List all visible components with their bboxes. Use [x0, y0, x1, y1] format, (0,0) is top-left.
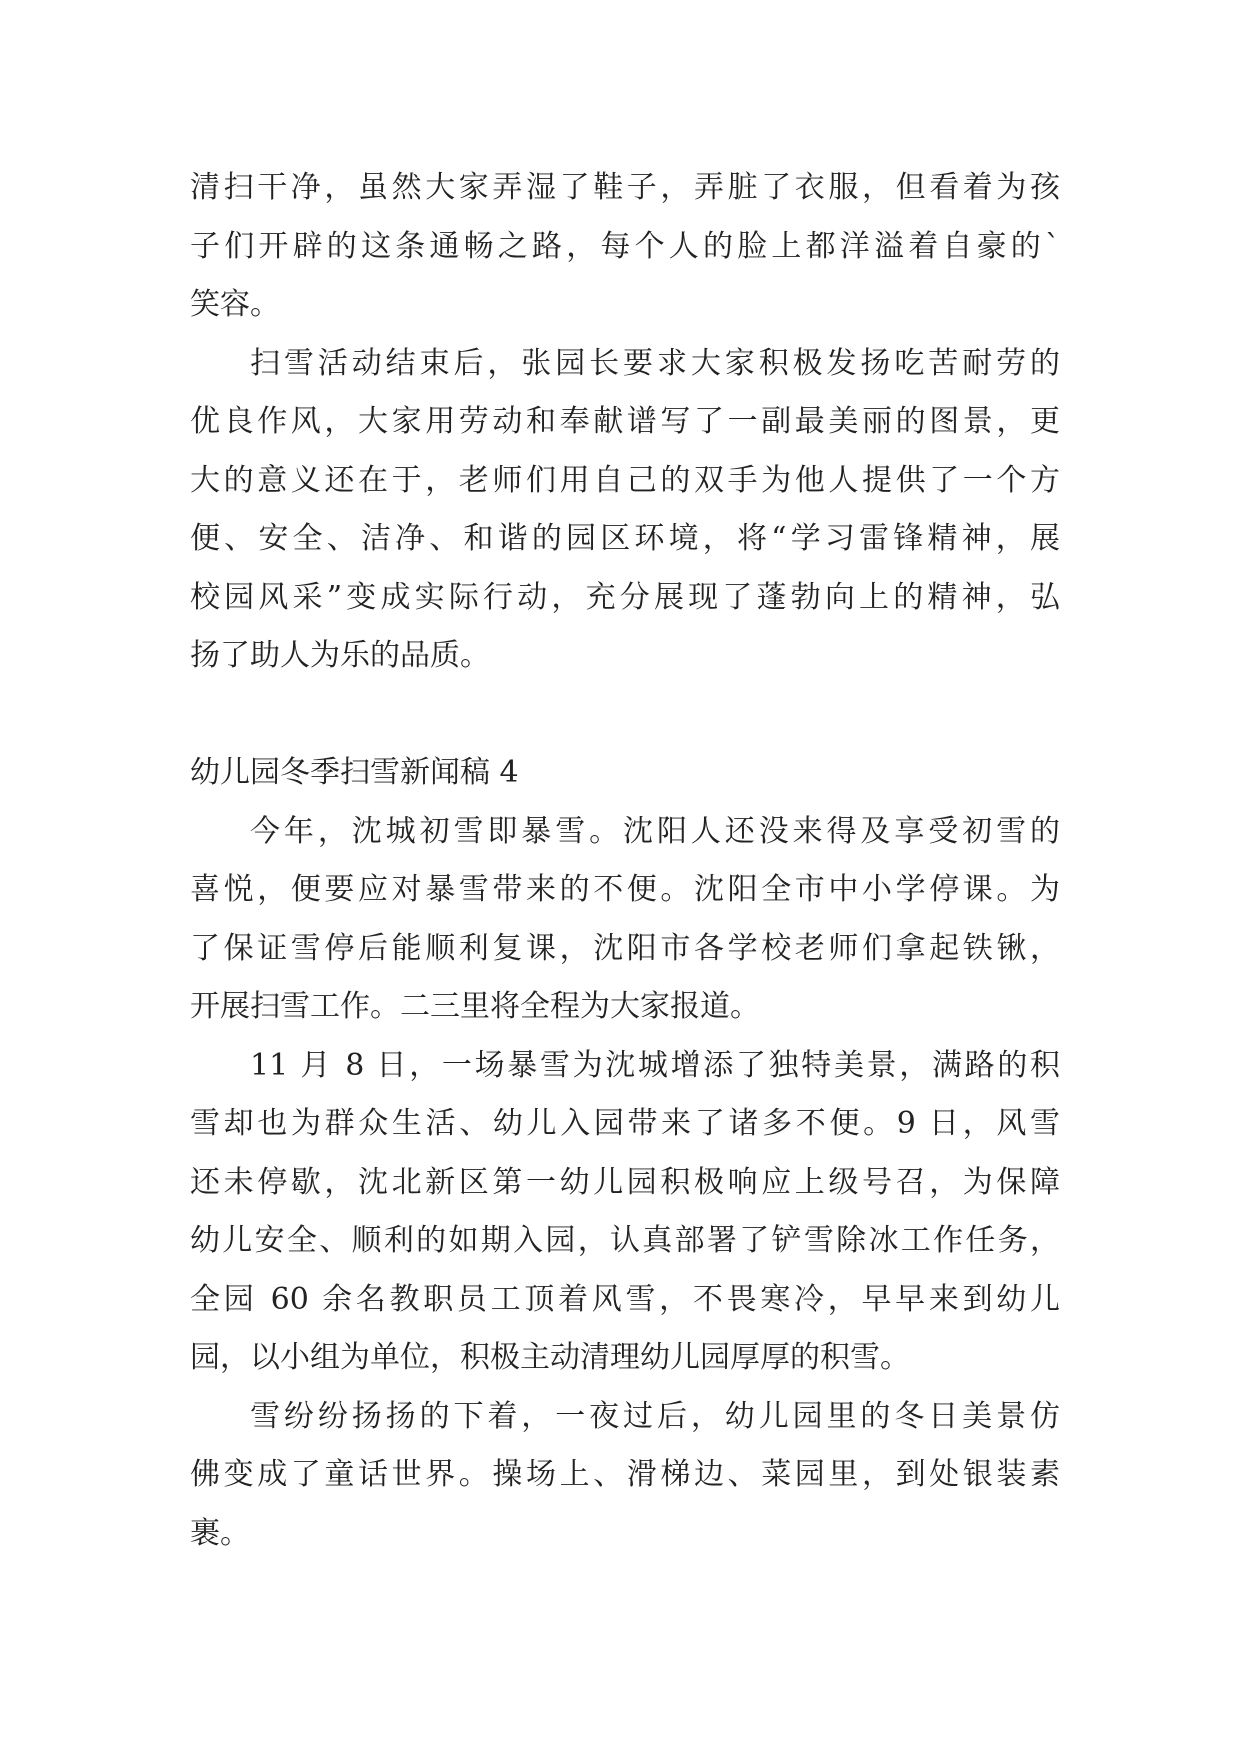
- text-line: 大的意义还在于，老师们用自己的双手为他人提供了一个方: [190, 462, 1060, 498]
- paragraph: [190, 1388, 1060, 1564]
- text-line: 校园风采”变成实际行动，充分展现了蓬勃向上的精神，弘: [190, 579, 1060, 615]
- text-line: 还未停歇，沈北新区第一幼儿园积极响应上级号召，为保障: [190, 1164, 1060, 1200]
- text-line: 笑容。: [190, 287, 280, 322]
- paragraph: [190, 159, 1060, 335]
- text-line: 喜悦，便要应对暴雪带来的不便。沈阳全市中小学停课。为: [190, 872, 1060, 907]
- text-line: 了保证雪停后能顺利复课，沈阳市各学校老师们拿起铁锹，: [190, 930, 1060, 966]
- paragraph: [190, 335, 1060, 686]
- section-heading: 幼儿园冬季扫雪新闻稿 4: [190, 755, 519, 790]
- paragraph: [190, 1037, 1060, 1388]
- text-line: 雪却也为群众生活、幼儿入园带来了诸多不便。9 日，风雪: [190, 1106, 1060, 1141]
- text-line: 幼儿安全、顺利的如期入园，认真部署了铲雪除冰工作任务，: [190, 1223, 1060, 1258]
- text-line: 11 月 8 日，一场暴雪为沈城增添了独特美景，满路的积: [250, 1047, 1060, 1083]
- text-line: 雪纷纷扬扬的下着，一夜过后，幼儿园里的冬日美景仿: [250, 1398, 1060, 1434]
- text-line: 清扫干净，虽然大家弄湿了鞋子，弄脏了衣服，但看着为孩: [190, 170, 1060, 205]
- document-body: [190, 159, 1060, 1563]
- text-line: 裹。: [190, 1515, 250, 1551]
- paragraph: [190, 803, 1060, 1037]
- text-line: 园，以小组为单位，积极主动清理幼儿园厚厚的积雪。: [190, 1340, 910, 1375]
- text-line: 优良作风，大家用劳动和奉献谱写了一副最美丽的图景，更: [190, 404, 1060, 439]
- text-line: 今年，沈城初雪即暴雪。沈阳人还没来得及享受初雪的: [250, 813, 1060, 849]
- text-line: 开展扫雪工作。二三里将全程为大家报道。: [190, 989, 760, 1024]
- text-line: 扬了助人为乐的品质。: [190, 638, 490, 673]
- text-line: 扫雪活动结束后，张园长要求大家积极发扬吃苦耐劳的: [250, 345, 1060, 381]
- text-line: 便、安全、洁净、和谐的园区环境，将“学习雷锋精神，展: [190, 521, 1060, 556]
- text-line: 子们开辟的这条通畅之路，每个人的脸上都洋溢着自豪的`: [190, 228, 1060, 264]
- text-line: 全园 60 余名教职员工顶着风雪，不畏寒冷，早早来到幼儿: [190, 1281, 1060, 1317]
- paragraph-gap: [190, 686, 1060, 745]
- text-line: 佛变成了童话世界。操场上、滑梯边、菜园里，到处银装素: [190, 1457, 1060, 1492]
